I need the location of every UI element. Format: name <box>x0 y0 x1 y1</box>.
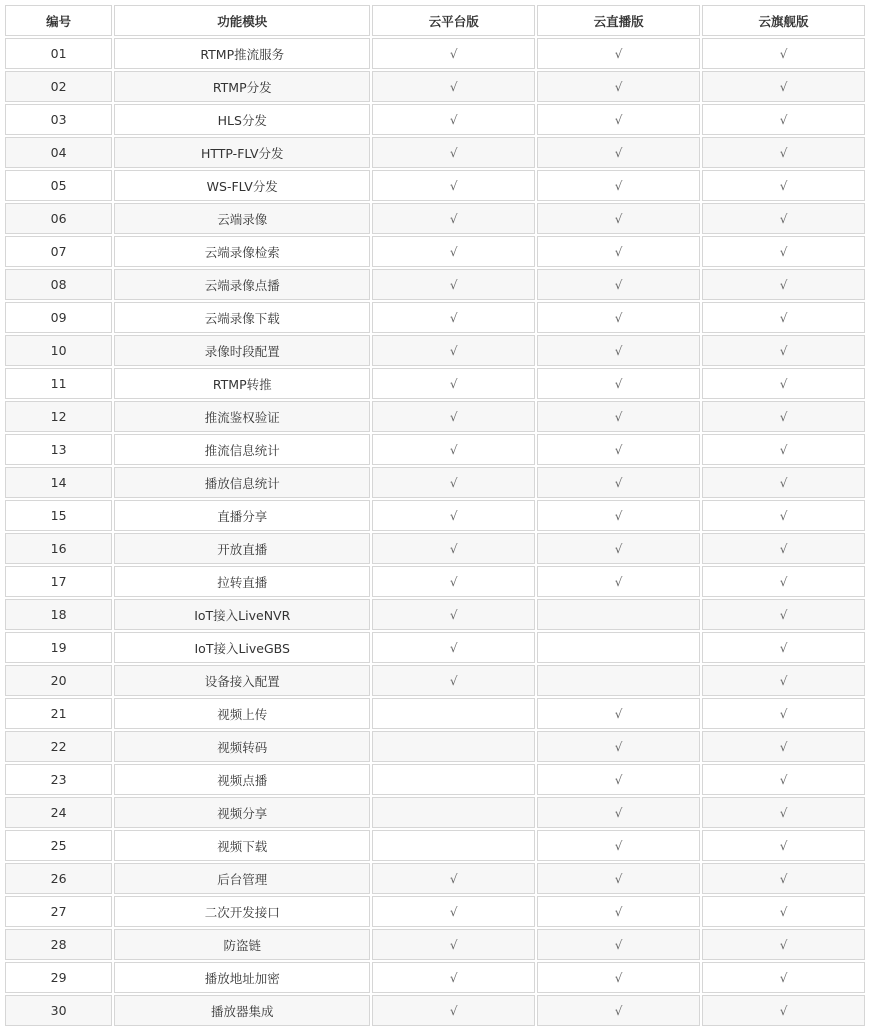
row-number: 11 <box>5 368 112 399</box>
cloud-platform-cell <box>372 137 535 168</box>
table-row <box>5 401 865 432</box>
cloud-live-cell <box>537 500 700 531</box>
row-number: 26 <box>5 863 112 894</box>
cloud-flagship-cell <box>702 797 865 828</box>
table-row <box>5 632 865 663</box>
check-mark-icon: √ <box>449 607 458 622</box>
table-row <box>5 137 865 168</box>
row-number: 15 <box>5 500 112 531</box>
table-row <box>5 896 865 927</box>
table-row <box>5 533 865 564</box>
table-row <box>5 599 865 630</box>
cloud-platform-cell <box>372 104 535 135</box>
cloud-live-cell <box>537 269 700 300</box>
row-module: 设备接入配置 <box>114 665 370 696</box>
row-module: RTMP转推 <box>114 368 370 399</box>
cloud-platform-cell <box>372 71 535 102</box>
cloud-live-cell <box>537 335 700 366</box>
table-row <box>5 203 865 234</box>
cloud-flagship-cell <box>702 368 865 399</box>
row-number: 22 <box>5 731 112 762</box>
table-row <box>5 566 865 597</box>
row-module: 二次开发接口 <box>114 896 370 927</box>
check-mark-icon: √ <box>449 640 458 655</box>
check-mark-icon: √ <box>449 937 458 952</box>
cloud-live-cell <box>537 665 700 696</box>
row-module: 播放信息统计 <box>114 467 370 498</box>
cloud-flagship-cell <box>702 698 865 729</box>
row-number: 06 <box>5 203 112 234</box>
table-row <box>5 368 865 399</box>
cloud-flagship-cell <box>702 236 865 267</box>
cloud-platform-cell <box>372 500 535 531</box>
cloud-live-cell <box>537 764 700 795</box>
check-mark-icon: √ <box>614 145 623 160</box>
cloud-platform-cell <box>372 434 535 465</box>
row-module: 防盗链 <box>114 929 370 960</box>
check-mark-icon: √ <box>779 46 788 61</box>
cloud-live-cell <box>537 863 700 894</box>
table-row <box>5 302 865 333</box>
table-row <box>5 995 865 1026</box>
cloud-flagship-cell <box>702 500 865 531</box>
table-header <box>5 5 865 36</box>
row-module: 播放器集成 <box>114 995 370 1026</box>
cloud-flagship-cell <box>702 71 865 102</box>
check-mark-icon: √ <box>779 838 788 853</box>
check-mark-icon: √ <box>449 79 458 94</box>
check-mark-icon: √ <box>614 574 623 589</box>
cloud-live-cell <box>537 599 700 630</box>
cloud-live-cell <box>537 236 700 267</box>
row-module: RTMP分发 <box>114 71 370 102</box>
row-module: 开放直播 <box>114 533 370 564</box>
check-mark-icon: √ <box>449 244 458 259</box>
check-mark-icon: √ <box>614 211 623 226</box>
check-mark-icon: √ <box>614 805 623 820</box>
cloud-live-cell <box>537 995 700 1026</box>
check-mark-icon: √ <box>449 541 458 556</box>
cloud-platform-cell <box>372 401 535 432</box>
check-mark-icon: √ <box>779 805 788 820</box>
cloud-flagship-cell <box>702 467 865 498</box>
row-number: 16 <box>5 533 112 564</box>
row-module: HTTP-FLV分发 <box>114 137 370 168</box>
cloud-flagship-cell <box>702 764 865 795</box>
table-row <box>5 236 865 267</box>
check-mark-icon: √ <box>614 838 623 853</box>
cloud-live-cell <box>537 896 700 927</box>
cloud-live-cell <box>537 170 700 201</box>
check-mark-icon: √ <box>614 706 623 721</box>
check-mark-icon: √ <box>614 772 623 787</box>
cloud-flagship-cell <box>702 38 865 69</box>
check-mark-icon: √ <box>449 508 458 523</box>
check-mark-icon: √ <box>614 970 623 985</box>
check-mark-icon: √ <box>614 475 623 490</box>
check-mark-icon: √ <box>779 937 788 952</box>
cloud-platform-cell <box>372 962 535 993</box>
table-row <box>5 71 865 102</box>
cloud-platform-cell <box>372 929 535 960</box>
row-number: 01 <box>5 38 112 69</box>
row-number: 25 <box>5 830 112 861</box>
check-mark-icon: √ <box>779 244 788 259</box>
check-mark-icon: √ <box>614 937 623 952</box>
cloud-flagship-cell <box>702 104 865 135</box>
row-module: 云端录像检索 <box>114 236 370 267</box>
check-mark-icon: √ <box>614 409 623 424</box>
cloud-flagship-cell <box>702 995 865 1026</box>
cloud-flagship-cell <box>702 896 865 927</box>
cloud-platform-cell <box>372 467 535 498</box>
row-module: 播放地址加密 <box>114 962 370 993</box>
row-number: 10 <box>5 335 112 366</box>
check-mark-icon: √ <box>779 508 788 523</box>
cloud-platform-cell <box>372 368 535 399</box>
check-mark-icon: √ <box>614 442 623 457</box>
cloud-live-cell <box>537 731 700 762</box>
check-mark-icon: √ <box>779 607 788 622</box>
header-cloud-live: 云直播版 <box>537 5 700 36</box>
table-row <box>5 731 865 762</box>
table-row <box>5 500 865 531</box>
cloud-platform-cell <box>372 170 535 201</box>
cloud-live-cell <box>537 929 700 960</box>
cloud-platform-cell <box>372 863 535 894</box>
cloud-platform-cell <box>372 797 535 828</box>
check-mark-icon: √ <box>614 277 623 292</box>
cloud-flagship-cell <box>702 962 865 993</box>
row-number: 14 <box>5 467 112 498</box>
row-number: 18 <box>5 599 112 630</box>
check-mark-icon: √ <box>779 277 788 292</box>
cloud-live-cell <box>537 566 700 597</box>
cloud-live-cell <box>537 467 700 498</box>
cloud-live-cell <box>537 698 700 729</box>
check-mark-icon: √ <box>779 310 788 325</box>
check-mark-icon: √ <box>449 904 458 919</box>
cloud-flagship-cell <box>702 269 865 300</box>
row-module: IoT接入LiveNVR <box>114 599 370 630</box>
cloud-live-cell <box>537 137 700 168</box>
check-mark-icon: √ <box>614 904 623 919</box>
header-cloud-flagship: 云旗舰版 <box>702 5 865 36</box>
cloud-flagship-cell <box>702 863 865 894</box>
row-number: 07 <box>5 236 112 267</box>
row-module: 视频上传 <box>114 698 370 729</box>
check-mark-icon: √ <box>614 79 623 94</box>
check-mark-icon: √ <box>779 1003 788 1018</box>
cloud-live-cell <box>537 368 700 399</box>
check-mark-icon: √ <box>614 739 623 754</box>
header-module: 功能模块 <box>114 5 370 36</box>
row-number: 05 <box>5 170 112 201</box>
cloud-flagship-cell <box>702 434 865 465</box>
row-number: 13 <box>5 434 112 465</box>
check-mark-icon: √ <box>779 343 788 358</box>
check-mark-icon: √ <box>779 178 788 193</box>
check-mark-icon: √ <box>614 541 623 556</box>
cloud-flagship-cell <box>702 401 865 432</box>
cloud-platform-cell <box>372 38 535 69</box>
row-number: 30 <box>5 995 112 1026</box>
cloud-platform-cell <box>372 731 535 762</box>
cloud-live-cell <box>537 302 700 333</box>
check-mark-icon: √ <box>779 79 788 94</box>
check-mark-icon: √ <box>449 310 458 325</box>
check-mark-icon: √ <box>779 211 788 226</box>
check-mark-icon: √ <box>449 871 458 886</box>
row-number: 19 <box>5 632 112 663</box>
header-row <box>5 5 865 36</box>
cloud-platform-cell <box>372 665 535 696</box>
cloud-flagship-cell <box>702 302 865 333</box>
row-module: 推流鉴权验证 <box>114 401 370 432</box>
cloud-flagship-cell <box>702 335 865 366</box>
row-number: 12 <box>5 401 112 432</box>
check-mark-icon: √ <box>779 970 788 985</box>
row-module: 云端录像 <box>114 203 370 234</box>
check-mark-icon: √ <box>614 1003 623 1018</box>
cloud-live-cell <box>537 533 700 564</box>
cloud-flagship-cell <box>702 203 865 234</box>
table-row <box>5 698 865 729</box>
check-mark-icon: √ <box>779 541 788 556</box>
cloud-flagship-cell <box>702 170 865 201</box>
cloud-platform-cell <box>372 566 535 597</box>
check-mark-icon: √ <box>779 772 788 787</box>
table-row <box>5 830 865 861</box>
cloud-platform-cell <box>372 335 535 366</box>
check-mark-icon: √ <box>614 508 623 523</box>
cloud-live-cell <box>537 38 700 69</box>
cloud-platform-cell <box>372 533 535 564</box>
row-number: 03 <box>5 104 112 135</box>
row-module: 视频点播 <box>114 764 370 795</box>
cloud-platform-cell <box>372 632 535 663</box>
row-module: HLS分发 <box>114 104 370 135</box>
check-mark-icon: √ <box>614 46 623 61</box>
check-mark-icon: √ <box>449 112 458 127</box>
table-row <box>5 269 865 300</box>
row-module: 视频分享 <box>114 797 370 828</box>
row-number: 04 <box>5 137 112 168</box>
check-mark-icon: √ <box>449 574 458 589</box>
feature-comparison-table <box>3 3 867 1028</box>
cloud-live-cell <box>537 434 700 465</box>
check-mark-icon: √ <box>449 145 458 160</box>
row-number: 21 <box>5 698 112 729</box>
cloud-live-cell <box>537 962 700 993</box>
row-number: 09 <box>5 302 112 333</box>
row-module: 录像时段配置 <box>114 335 370 366</box>
row-number: 28 <box>5 929 112 960</box>
check-mark-icon: √ <box>779 640 788 655</box>
check-mark-icon: √ <box>449 343 458 358</box>
check-mark-icon: √ <box>449 376 458 391</box>
cloud-flagship-cell <box>702 665 865 696</box>
row-module: 拉转直播 <box>114 566 370 597</box>
check-mark-icon: √ <box>779 409 788 424</box>
cloud-flagship-cell <box>702 566 865 597</box>
check-mark-icon: √ <box>614 112 623 127</box>
table-row <box>5 665 865 696</box>
check-mark-icon: √ <box>614 343 623 358</box>
cloud-platform-cell <box>372 764 535 795</box>
table-row <box>5 104 865 135</box>
row-module: 云端录像点播 <box>114 269 370 300</box>
check-mark-icon: √ <box>614 310 623 325</box>
check-mark-icon: √ <box>779 673 788 688</box>
check-mark-icon: √ <box>779 112 788 127</box>
check-mark-icon: √ <box>449 277 458 292</box>
cloud-flagship-cell <box>702 731 865 762</box>
table-row <box>5 863 865 894</box>
row-module: 后台管理 <box>114 863 370 894</box>
table-row <box>5 38 865 69</box>
check-mark-icon: √ <box>449 970 458 985</box>
cloud-platform-cell <box>372 302 535 333</box>
cloud-live-cell <box>537 632 700 663</box>
cloud-flagship-cell <box>702 830 865 861</box>
cloud-live-cell <box>537 203 700 234</box>
check-mark-icon: √ <box>449 409 458 424</box>
check-mark-icon: √ <box>449 46 458 61</box>
check-mark-icon: √ <box>779 706 788 721</box>
cloud-live-cell <box>537 71 700 102</box>
row-module: 直播分享 <box>114 500 370 531</box>
cloud-flagship-cell <box>702 929 865 960</box>
check-mark-icon: √ <box>449 475 458 490</box>
row-module: RTMP推流服务 <box>114 38 370 69</box>
row-module: 云端录像下载 <box>114 302 370 333</box>
check-mark-icon: √ <box>779 739 788 754</box>
check-mark-icon: √ <box>779 871 788 886</box>
cloud-platform-cell <box>372 269 535 300</box>
cloud-platform-cell <box>372 698 535 729</box>
row-module: 视频转码 <box>114 731 370 762</box>
cloud-live-cell <box>537 401 700 432</box>
table-row <box>5 764 865 795</box>
table-body <box>5 38 865 1026</box>
row-number: 27 <box>5 896 112 927</box>
cloud-flagship-cell <box>702 137 865 168</box>
row-module: WS-FLV分发 <box>114 170 370 201</box>
row-module: IoT接入LiveGBS <box>114 632 370 663</box>
check-mark-icon: √ <box>614 244 623 259</box>
check-mark-icon: √ <box>779 574 788 589</box>
cloud-live-cell <box>537 830 700 861</box>
cloud-platform-cell <box>372 896 535 927</box>
table-row <box>5 962 865 993</box>
row-number: 17 <box>5 566 112 597</box>
row-number: 08 <box>5 269 112 300</box>
cloud-flagship-cell <box>702 533 865 564</box>
cloud-platform-cell <box>372 995 535 1026</box>
check-mark-icon: √ <box>449 442 458 457</box>
check-mark-icon: √ <box>614 376 623 391</box>
check-mark-icon: √ <box>449 673 458 688</box>
table-row <box>5 797 865 828</box>
row-number: 29 <box>5 962 112 993</box>
table-row <box>5 335 865 366</box>
row-module: 视频下载 <box>114 830 370 861</box>
check-mark-icon: √ <box>779 145 788 160</box>
header-number: 编号 <box>5 5 112 36</box>
cloud-live-cell <box>537 104 700 135</box>
check-mark-icon: √ <box>779 475 788 490</box>
table-row <box>5 434 865 465</box>
check-mark-icon: √ <box>779 904 788 919</box>
cloud-live-cell <box>537 797 700 828</box>
row-number: 23 <box>5 764 112 795</box>
check-mark-icon: √ <box>449 211 458 226</box>
table-row <box>5 929 865 960</box>
check-mark-icon: √ <box>614 178 623 193</box>
check-mark-icon: √ <box>779 442 788 457</box>
cloud-flagship-cell <box>702 599 865 630</box>
row-number: 24 <box>5 797 112 828</box>
table-row <box>5 170 865 201</box>
header-cloud-platform: 云平台版 <box>372 5 535 36</box>
cloud-platform-cell <box>372 599 535 630</box>
cloud-platform-cell <box>372 830 535 861</box>
check-mark-icon: √ <box>449 1003 458 1018</box>
check-mark-icon: √ <box>449 178 458 193</box>
check-mark-icon: √ <box>614 871 623 886</box>
row-number: 02 <box>5 71 112 102</box>
row-number: 20 <box>5 665 112 696</box>
cloud-flagship-cell <box>702 632 865 663</box>
row-module: 推流信息统计 <box>114 434 370 465</box>
check-mark-icon: √ <box>779 376 788 391</box>
cloud-platform-cell <box>372 203 535 234</box>
cloud-platform-cell <box>372 236 535 267</box>
table-row <box>5 467 865 498</box>
